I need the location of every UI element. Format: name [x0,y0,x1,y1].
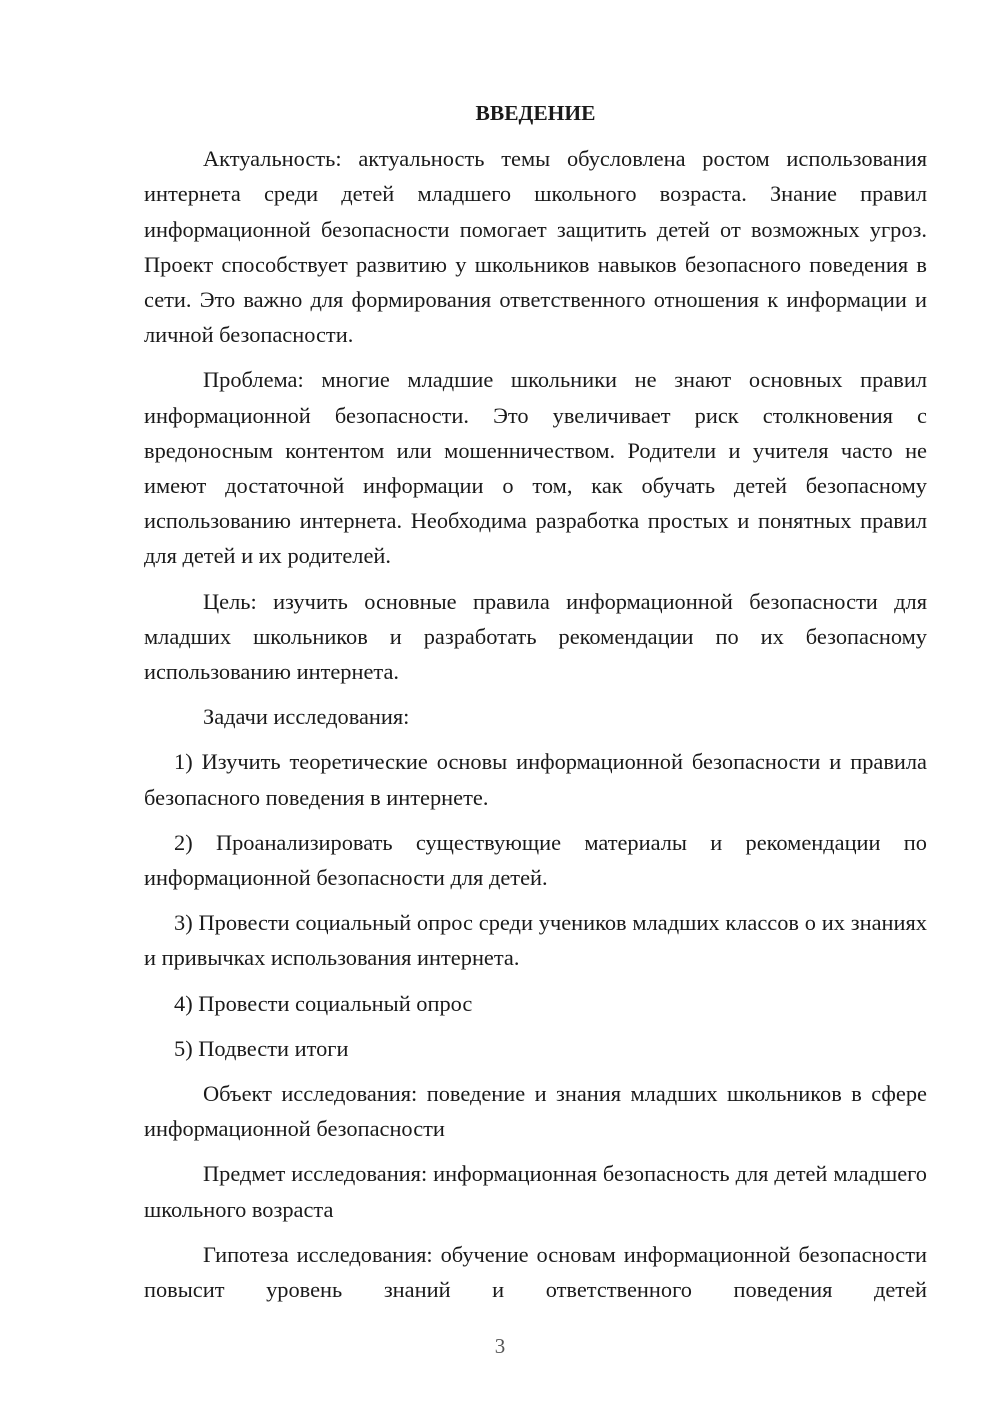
research-subject-paragraph: Предмет исследования: информационная безопасность для детей младшего школьного возраста [144,1161,927,1222]
task-item-5: 5) Подвести итоги [174,1035,349,1061]
hypothesis-paragraph: Гипотеза исследования: обучение основам информационной безопасности повысит уровень знаний и ответственного поведения детей [144,1241,927,1303]
goal-paragraph: Цель: изучить основные правила информационной безопасности для младших школьников и разработать рекомендации по их безопасному использованию интернета. [144,588,927,685]
relevance-paragraph: Актуальность: актуальность темы обусловлена ростом использования интернета среди детей младшего школьного возраста. Знание правил информационной безопасности помогает защитить детей от возможных угроз. Проект способствует развитию у школьников навыков безопасного поведения в сети. Это важно для формирования ответственного отношения к информации и личной безопасности. [144,146,927,348]
research-object-paragraph: Объект исследования: поведение и знания младших школьников в сфере информационной безопасности [144,1081,927,1142]
document-page [144,96,927,1317]
task-item-1: 1) Изучить теоретические основы информационной безопасности и правила безопасного поведения в интернете. [144,749,927,810]
task-item-2: 2) Проанализировать существующие материалы и рекомендации по информационной безопасности для детей. [144,829,927,891]
page-number: 3 [494,1334,506,1358]
tasks-label: Задачи исследования: [203,704,410,730]
task-item-3: 3) Провести социальный опрос среди учеников младших классов о их знаниях и привычках использования интернета. [144,910,927,971]
problem-paragraph: Проблема: многие младшие школьники не знают основных правил информационной безопасности. Это увеличивает риск столкновения с вредоносным контентом или мошенничеством. Родители и учителя часто не имеют достаточной информации о том, как обучать детей безопасному использованию интернета. Необходима разработка простых и понятных правил для детей и их родителей. [144,367,927,569]
page-title: ВВЕДЕНИЕ [475,101,596,125]
task-item-4: 4) Провести социальный опрос [174,990,473,1016]
